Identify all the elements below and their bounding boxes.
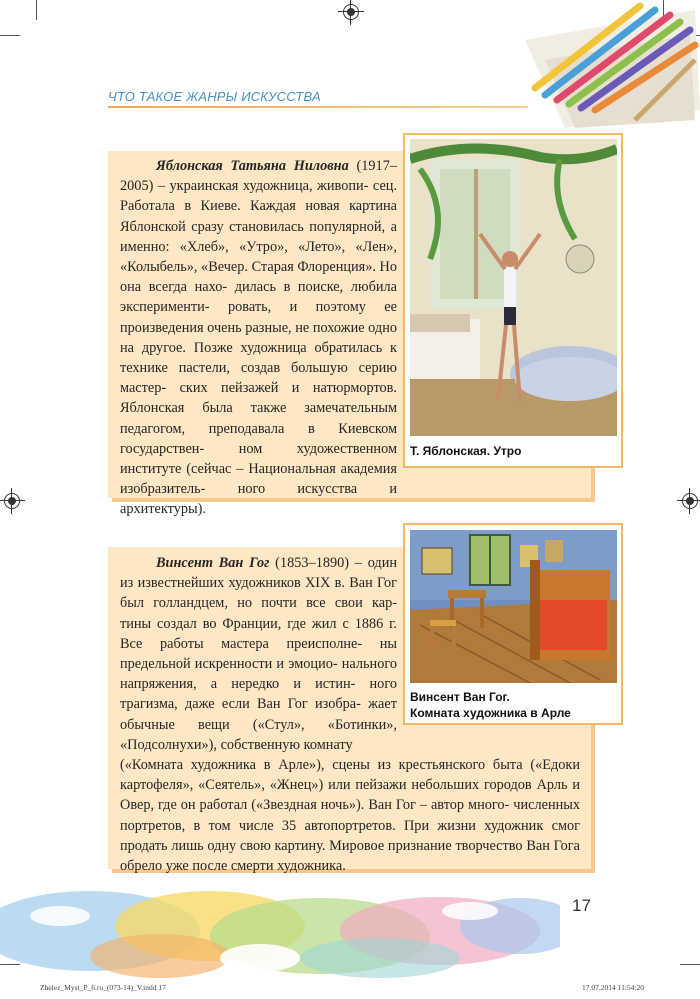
yablonska-name: Яблонская Татьяна Ниловна: [156, 158, 349, 174]
vangogh-paragraph-bottom: («Комната художника в Арле»), сцены из крестьянского быта («Едоки картофеля», «Сеятель», «Жнец») или пейзажи небольших городов Арль и Овер, где он работал («Звездная ночь»). Ван Гог – автор много- численных портретов, в том числе 35 автопортретов. При жизни художник смог продать лишь одну свою картину. Мировое признание творчество Ван Гога обрело уже после смерти художника.: [120, 757, 581, 875]
footer-file-name: Zhelez_Myst_P_6.ru_(073-14)_V.indd 17: [40, 983, 166, 992]
watercolor-splash: [0, 886, 560, 981]
yablonska-paragraph: Яблонская Татьяна Ниловна (1917– 2005) – украинская художница, живопи- сец. Работала в Киеве. Каждая новая картина Яблонской сразу становилась популярной, а именно: «Хлеб», «Утро», «Лето», «Лен», «Колыбель», «Вечер. Старая Флоренция». Но она всегда нахо- дилась в поиске, любила эксперименти- ровать, и поэтому ее произведения очень разные, не похожие одно на другое. Позже художница обратилась к технике пастели, создав большую серию мастер- ских пейзажей и натюрмортов. Яблонская была также замечательным педагогом, преподавала в Киевском государствен- ном художественном институте (сейчас – Национальная академия изобразитель- ного искусства и архитектуры).: [120, 158, 398, 518]
registration-mark-top: [343, 4, 359, 20]
yablonska-caption: Т. Яблонская. Утро: [410, 444, 522, 458]
pencils-illustration: [505, 0, 700, 130]
page-number: 17: [572, 896, 591, 915]
registration-mark-left: [4, 493, 20, 509]
yablonska-morning-painting: [410, 139, 617, 436]
vangogh-paragraph-top: Винсент Ван Гог (1853–1890) – один из известнейших художников XIX в. Ван Гог был голландцем, но почти все свои кар- тины создал во Франции, где жил с 1886 г. Все работы мастера преисполне- ны предельной искренности и эмоцио- нального напряжения, а нередко и истин- ного трагизма, даже если Ван Гог изобра- жает обычные вещи («Стул», «Ботинки», «Подсолнухи»), собственную комнату: [120, 555, 398, 753]
trim-mark: [36, 0, 37, 20]
registration-mark-right: [682, 493, 698, 509]
vangogh-name: Винсент Ван Гог: [156, 555, 270, 571]
header-underline: [108, 106, 528, 108]
footer-timestamp: 17.07.2014 11:54:20: [582, 983, 645, 992]
chapter-title: ЧТО ТАКОЕ ЖАНРЫ ИСКУССТВА: [108, 89, 321, 104]
trim-mark: [680, 964, 700, 965]
trim-mark: [0, 35, 20, 36]
vangogh-caption: Винсент Ван Гог. Комната художника в Арле: [410, 690, 571, 720]
vangogh-bedroom-painting: [410, 530, 617, 683]
